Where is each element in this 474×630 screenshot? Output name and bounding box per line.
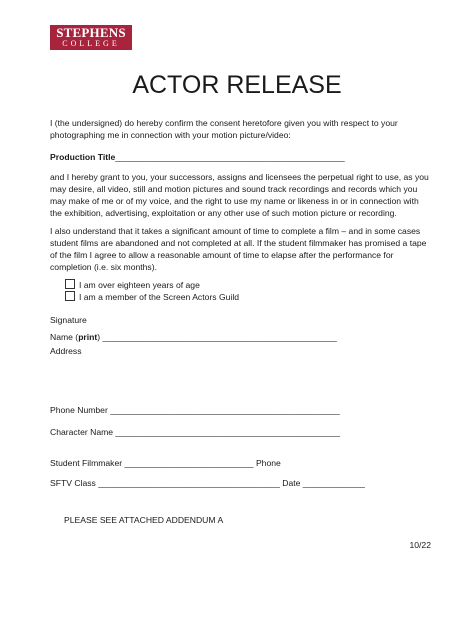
production-title-blank[interactable]: ________________________________________________ — [115, 152, 345, 162]
checkbox-sag-member[interactable] — [65, 291, 239, 303]
phone-number-label: Phone Number — [50, 405, 108, 415]
logo-line-1: STEPHENS — [56, 25, 126, 40]
address-label: Address — [50, 346, 82, 356]
date-label: Date — [279, 478, 301, 488]
checkbox-label: I am over eighteen years of age — [79, 280, 200, 290]
signature-label: Signature — [50, 315, 87, 325]
grant-line-3: may make of me or of my voice, and the right to use my name or likeness in or in connection with — [50, 196, 419, 206]
page-number: 10/22 — [409, 540, 431, 550]
phone-label: Phone — [253, 458, 281, 468]
character-name-label: Character Name — [50, 427, 114, 437]
understand-line-2: student films are abandoned and not completed at all. If the student filmmaker has promised a tape — [50, 238, 427, 248]
grant-line-4: the exhibition, advertising, exploitation or any other use of such motion picture or recording. — [50, 208, 397, 218]
checkbox-icon[interactable] — [65, 279, 75, 289]
understand-line-3: of the film I agree to allow a reasonable amount of time to elapse after the performance for — [50, 250, 394, 260]
checkbox-over-eighteen[interactable] — [65, 279, 200, 291]
sftv-class-label: SFTV Class — [50, 478, 96, 488]
college-logo — [50, 25, 132, 50]
production-title-field[interactable] — [50, 151, 345, 163]
checkbox-label: I am a member of the Screen Actors Guild — [79, 292, 240, 302]
character-name-field[interactable] — [50, 426, 340, 438]
checkbox-icon[interactable] — [65, 291, 75, 301]
sftv-class-blank[interactable]: ______________________________________ — [95, 478, 280, 488]
logo-line-2: COLLEGE — [62, 39, 120, 48]
intro-line-1: I (the undersigned) do hereby confirm the consent heretofore given you with respect to your — [50, 118, 398, 128]
understand-line-4: completion (i.e. six months). — [50, 262, 157, 272]
name-print-label: print — [78, 332, 98, 342]
student-filmmaker-label: Student Filmmaker — [50, 458, 123, 468]
phone-number-blank[interactable]: ________________________________________________ — [107, 405, 340, 415]
student-filmmaker-field[interactable] — [50, 457, 281, 469]
sftv-class-field[interactable] — [50, 477, 365, 489]
phone-number-field[interactable] — [50, 404, 340, 416]
grant-line-1: and I hereby grant to you, your successors, assigns and licensees the perpetual right to use, as you — [50, 172, 429, 182]
production-title-label: Production Title — [50, 152, 116, 162]
name-label-close: ) — [97, 332, 101, 342]
name-field[interactable] — [50, 331, 337, 343]
grant-line-2: may desire, all video, still and motion pictures and sound track recordings and records which you — [50, 184, 418, 194]
name-blank[interactable]: _________________________________________________ — [100, 332, 337, 342]
student-filmmaker-blank[interactable]: ___________________________ — [122, 458, 254, 468]
character-name-blank[interactable]: _______________________________________________ — [113, 427, 341, 437]
date-blank[interactable]: _____________ — [300, 478, 365, 488]
page-title: ACTOR RELEASE — [132, 71, 342, 99]
intro-line-2: photographing me in connection with your motion picture/video: — [50, 130, 291, 140]
name-label: Name ( — [50, 332, 79, 342]
understand-line-1: I also understand that it takes a significant amount of time to complete a film – and in some cases — [50, 226, 421, 236]
addendum-note: PLEASE SEE ATTACHED ADDENDUM A — [64, 515, 224, 525]
